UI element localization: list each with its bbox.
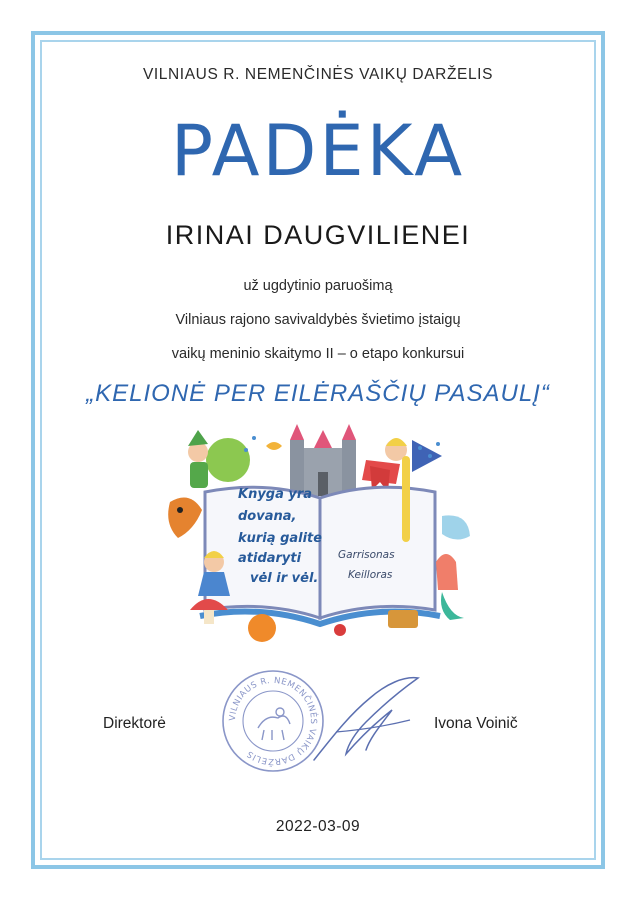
book-author-line-2: Keilloras [348, 569, 393, 581]
tree-icon [206, 438, 250, 482]
book-quote-line-4: atidaryti [238, 551, 302, 566]
peter-pan-icon [188, 430, 208, 488]
unicorn-icon [442, 515, 470, 539]
book-author-line-1: Garrisonas [338, 549, 395, 561]
handwritten-signature [300, 670, 430, 765]
text-line-1: už ugdytinio paruošimą [243, 278, 393, 294]
issue-date: 2022-03-09 [275, 818, 361, 835]
book-quote-line-3: kurią galite [238, 531, 323, 546]
contest-name: „KELIONĖ PER EILĖRAŠČIŲ PASAULĮ“ [86, 380, 550, 407]
text-line-2: Vilniaus rajono savivaldybės švietimo įstaigų [175, 312, 461, 328]
book-quote-line-5: vėl ir vėl. [250, 571, 319, 586]
book-quote-line-1: Knyga yra [238, 487, 313, 502]
butterfly-icon [266, 442, 282, 450]
pumpkin-icon [248, 614, 276, 642]
signature-name: Ivona Voinič [434, 715, 518, 732]
treasure-chest-icon [388, 610, 418, 628]
book-illustration [150, 420, 490, 645]
signature-role: Direktorė [103, 715, 166, 732]
castle-icon [290, 424, 356, 496]
text-line-3: vaikų meninio skaitymo II – o etapo konkursui [171, 346, 465, 362]
stamp-text: VILNIAUS R. NEMENČINĖS VAIKŲ DARŽELIS [227, 675, 319, 767]
mermaid-icon [436, 554, 464, 620]
coat-of-arms-icon [258, 708, 290, 740]
book-quote-line-2: dovana, [238, 509, 297, 524]
apple-icon [334, 624, 346, 636]
recipient-name: IRINAI DAUGVILIENEI [165, 220, 471, 250]
dragon-icon [168, 498, 202, 539]
certificate-title: PADĖKA [170, 110, 466, 192]
institution-name: VILNIAUS R. NEMENČINĖS VAIKŲ DARŽELIS [142, 66, 494, 83]
